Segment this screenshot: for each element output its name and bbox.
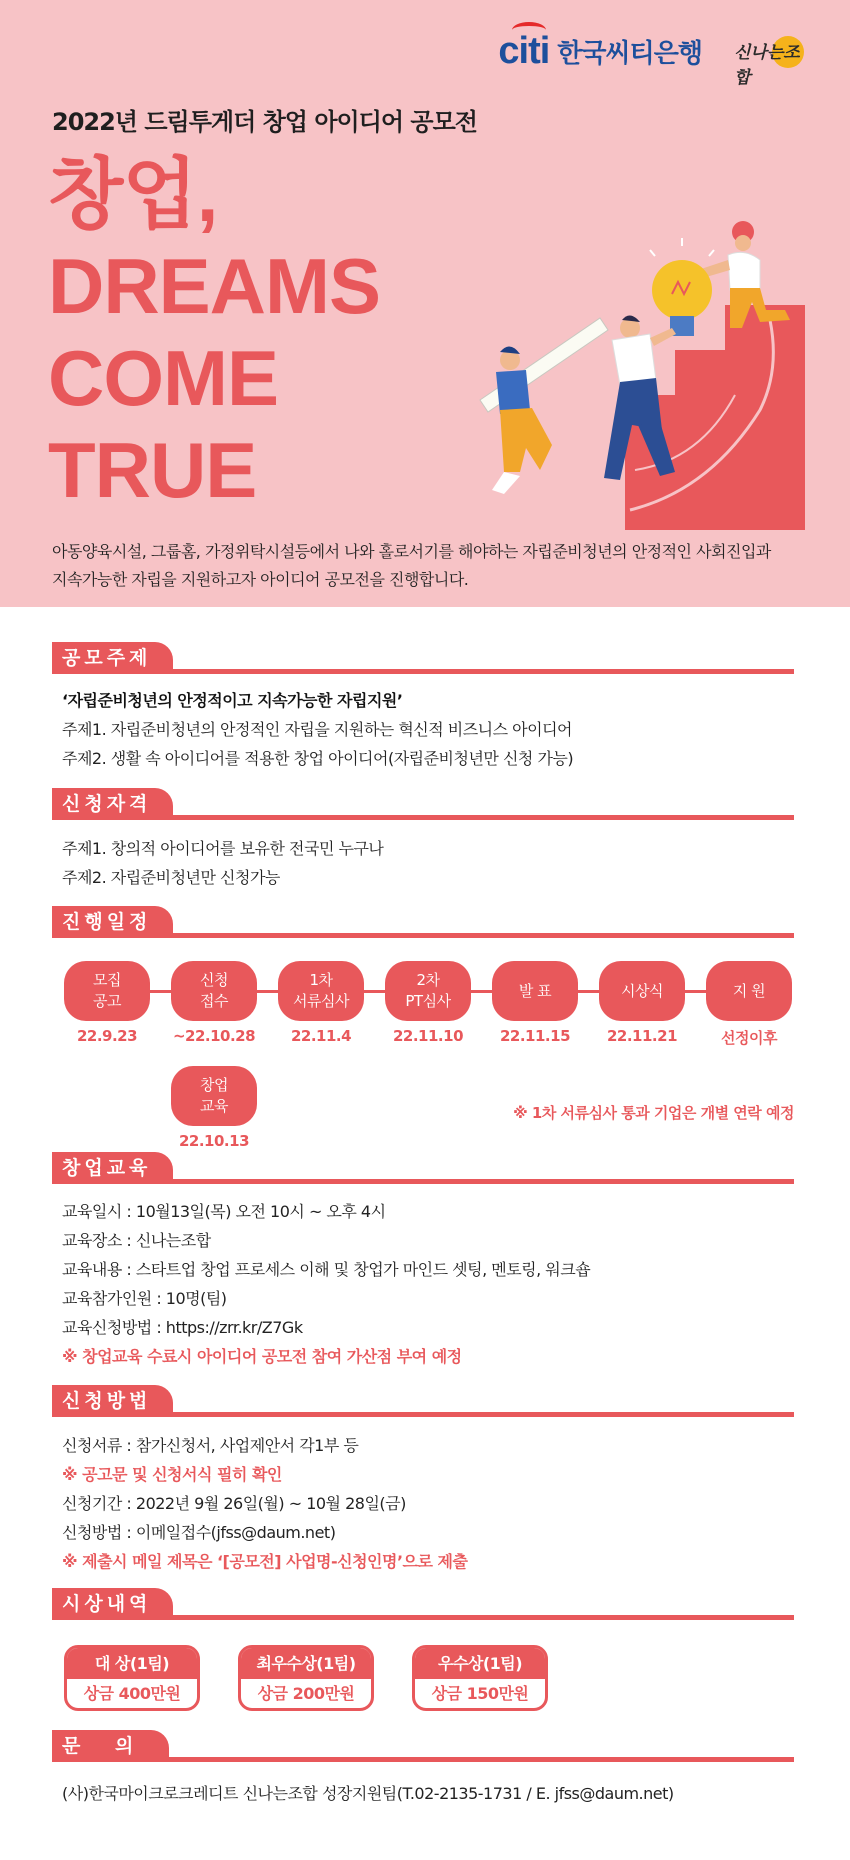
title-line: COME bbox=[48, 334, 278, 422]
application-period: 신청기간 : 2022년 9월 26일(월) ~ 10월 28일(금) bbox=[62, 1494, 406, 1513]
timeline-date: 22.9.23 bbox=[76, 1027, 138, 1045]
education-note: ※ 창업교육 수료시 아이디어 공모전 참여 가산점 부여 예정 bbox=[62, 1347, 462, 1366]
section-title: 시상내역 bbox=[52, 1588, 173, 1620]
title-line: 창업, bbox=[48, 150, 218, 238]
hero-description: 아동양육시설, 그룹홈, 가정위탁시설등에서 나와 홀로서기를 해야하는 자립준비청년의 안정적인 사회진입과 지속가능한 자립을 지원하고자 아이디어 공모전을 진행합니다. bbox=[52, 542, 771, 589]
timeline-date: 22.11.4 bbox=[290, 1027, 352, 1045]
timeline-date: ~22.10.28 bbox=[172, 1027, 256, 1045]
section-title: 창업교육 bbox=[52, 1152, 173, 1184]
citi-arc-icon bbox=[512, 22, 546, 38]
theme-item: 주제2. 생활 속 아이디어를 적용한 창업 아이디어(자립준비청년만 신청 가능) bbox=[62, 749, 574, 768]
section-header-awards bbox=[52, 1588, 794, 1620]
timeline-step: 시상식 bbox=[599, 961, 685, 1021]
section-title: 신청방법 bbox=[52, 1385, 173, 1417]
timeline-step: 지 원 bbox=[706, 961, 792, 1021]
section-header-theme bbox=[52, 642, 794, 674]
application-docs-note: ※ 공고문 및 신청서식 필히 확인 bbox=[62, 1465, 282, 1484]
section-title: 진행일정 bbox=[52, 906, 173, 938]
sinnaneun-logo bbox=[734, 32, 810, 88]
education-item: 교육내용 : 스타트업 창업 프로세스 이해 및 창업가 마인드 셋팅, 멘토링, 워크숍 bbox=[62, 1260, 591, 1279]
section-title: 문 의 bbox=[52, 1730, 169, 1762]
timeline-date: 선정이후 bbox=[721, 1029, 777, 1047]
contact-content bbox=[62, 1779, 674, 1808]
education-item: 교육일시 : 10월13일(목) 오전 10시 ~ 오후 4시 bbox=[62, 1202, 386, 1221]
section-title: 공모주제 bbox=[52, 642, 173, 674]
section-title: 신청자격 bbox=[52, 788, 173, 820]
section-header-application bbox=[52, 1385, 794, 1417]
application-method-note: ※ 제출시 메일 제목은 ‘[공모전] 사업명-신청인명’으로 제출 bbox=[62, 1552, 468, 1571]
page-title bbox=[48, 148, 380, 516]
sponsor-logos bbox=[498, 30, 810, 88]
timeline-date: 22.11.21 bbox=[606, 1027, 678, 1045]
section-header-contact bbox=[52, 1730, 794, 1762]
citi-bank-name: 한국씨티은행 bbox=[557, 39, 702, 69]
schedule-note: ※ 1차 서류심사 통과 기업은 개별 연락 예정 bbox=[513, 1104, 794, 1122]
section-header-eligibility bbox=[52, 788, 794, 820]
award-card bbox=[64, 1645, 200, 1711]
application-content bbox=[62, 1431, 467, 1576]
application-method[interactable]: 신청방법 : 이메일접수(jfss@daum.net) bbox=[62, 1523, 336, 1542]
eligibility-content bbox=[62, 834, 383, 892]
education-content bbox=[62, 1197, 590, 1371]
page-subtitle: 2022년 드림투게더 창업 아이디어 공모전 bbox=[52, 108, 477, 136]
timeline-date: 22.11.15 bbox=[499, 1027, 571, 1045]
eligibility-item: 주제2. 자립준비청년만 신청가능 bbox=[62, 868, 280, 887]
citi-logo bbox=[498, 30, 702, 73]
section-header-education bbox=[52, 1152, 794, 1184]
timeline-step: 발 표 bbox=[492, 961, 578, 1021]
theme-item: 주제1. 자립준비청년의 안정적인 자립을 지원하는 혁신적 비즈니스 아이디어 bbox=[62, 720, 573, 739]
award-prize: 상금 150만원 bbox=[431, 1684, 529, 1703]
education-item: 교육참가인원 : 10명(팀) bbox=[62, 1289, 227, 1308]
eligibility-item: 주제1. 창의적 아이디어를 보유한 전국민 누구나 bbox=[62, 839, 384, 858]
title-line: DREAMS bbox=[48, 242, 381, 330]
application-docs: 신청서류 : 참가신청서, 사업제안서 각1부 등 bbox=[62, 1436, 359, 1455]
timeline-step: 2차 PT심사 bbox=[385, 961, 471, 1021]
award-card bbox=[238, 1645, 374, 1711]
timeline-step: 모집 공고 bbox=[64, 961, 150, 1021]
education-item: 교육장소 : 신나는조합 bbox=[62, 1231, 211, 1250]
award-name: 대 상(1팀) bbox=[67, 1648, 197, 1679]
timeline-step: 신청 접수 bbox=[171, 961, 257, 1021]
timeline-date: 22.11.10 bbox=[392, 1027, 464, 1045]
contact-info: (사)한국마이크로크레디트 신나는조합 성장지원팀(T.02-2135-1731 / E. jfss@daum.net) bbox=[62, 1784, 674, 1803]
award-card bbox=[412, 1645, 548, 1711]
timeline-date: 22.10.13 bbox=[178, 1132, 250, 1150]
award-prize: 상금 400만원 bbox=[83, 1684, 181, 1703]
award-name: 최우수상(1팀) bbox=[241, 1648, 371, 1679]
education-link[interactable]: 교육신청방법 : https://zrr.kr/Z7Gk bbox=[62, 1318, 303, 1337]
teamwork-stairs-lightbulb-illustration-icon bbox=[460, 210, 830, 530]
citi-logo-word: citi bbox=[498, 30, 549, 73]
award-prize: 상금 200만원 bbox=[257, 1684, 355, 1703]
timeline-step-education: 창업 교육 bbox=[171, 1066, 257, 1126]
theme-content bbox=[62, 686, 573, 773]
hero-banner bbox=[0, 0, 850, 607]
theme-lead: ‘자립준비청년의 안정적이고 지속가능한 자립지원’ bbox=[62, 691, 403, 710]
section-header-schedule bbox=[52, 906, 794, 938]
timeline-step: 1차 서류심사 bbox=[278, 961, 364, 1021]
award-name: 우수상(1팀) bbox=[415, 1648, 545, 1679]
sinnaneun-logo-text: 신나는조합 bbox=[734, 42, 800, 88]
title-line: TRUE bbox=[48, 426, 257, 514]
